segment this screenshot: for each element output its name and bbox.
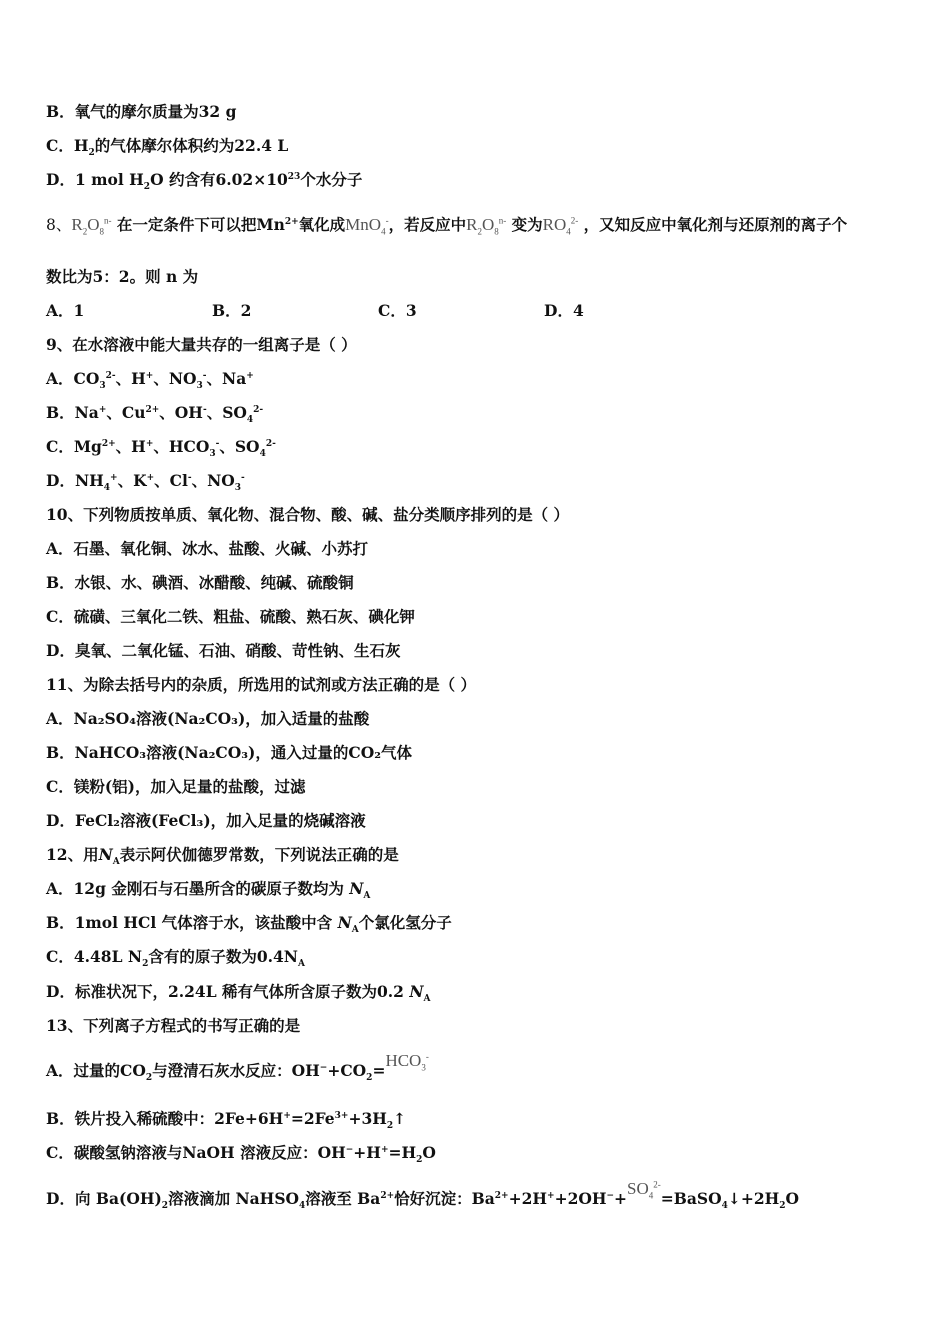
mno4-formula: MnO$_4$- xyxy=(345,215,389,237)
r2o8-formula: $R_2O_8^{n-}$ xyxy=(71,215,112,237)
q7-option-c: C．$H_2$的气体摩尔体积约为22.4 L xyxy=(46,136,289,159)
q12-option-d: D．标准状况下，2.24L 稀有气体所含原子数为0.2 $N_A$ xyxy=(46,982,431,1005)
q9-option-c: C．$Mg^{2+}$、H+、$HCO_3^-$、$SO_4^{2-}$ xyxy=(46,437,276,460)
q11-option-a: A．Na₂SO₄溶液(Na₂CO₃)，加入适量的盐酸 xyxy=(46,709,370,728)
q12-option-b: B．1mol HCl 气体溶于水，该盐酸中含 $N_A$个氯化氢分子 xyxy=(46,913,452,936)
q9-option-a: A．$CO_3^{2-}$、H+、$NO_3^-$、Na+ xyxy=(46,369,254,392)
q12-stem: 12、用$N_A$表示阿伏伽德罗常数，下列说法正确的是 xyxy=(46,845,399,868)
so4-formula: $SO_4^{2-}$ xyxy=(627,1179,661,1201)
q11-stem: 11、为除去括号内的杂质，所选用的试剂或方法正确的是（ ） xyxy=(46,675,476,694)
q11-option-d: D．FeCl₂溶液(FeCl₃)，加入足量的烧碱溶液 xyxy=(46,811,366,830)
q13-option-a: A．过量的$CO_2$与澄清石灰水反应：$OH^-+CO_2=HCO_3^-$ xyxy=(46,1051,429,1084)
q8-stem: 8、$R_2O_8^{n-}$ 在一定条件下可以把$Mn^{2+}$氧化成MnO$_4$-，若反应中$R_2O_8^{n-}$ 变为$RO_4^{2-}$ ，又知反应中氧化剂与还原剂的离子个 xyxy=(46,215,848,237)
q12-option-c: C．4.48L $N_2$含有的原子数为$0.4N_A$ xyxy=(46,947,305,970)
ro4-formula: $RO_4^{2-}$ xyxy=(542,215,579,237)
hco3-formula: $HCO_3^-$ xyxy=(385,1051,429,1073)
q13-option-d: D．向 $Ba(OH)_2$溶液滴加 NaHSO$_4$溶液至 $Ba^{2+}$恰好沉淀：$Ba^{2+}+2H^++2OH^-+SO_4^{2-}=BaSO_4↓+2H_2O$ xyxy=(46,1179,800,1212)
q9-option-b: B．Na+、$Cu^{2+}$、OH-、$SO_4^{2-}$ xyxy=(46,403,264,426)
q10-option-b: B．水银、水、碘酒、冰醋酸、纯碱、硫酸铜 xyxy=(46,573,354,592)
q8-options xyxy=(46,300,584,322)
q13-stem: 13、下列离子方程式的书写正确的是 xyxy=(46,1016,301,1035)
q8-option-d: D．4 xyxy=(544,301,584,320)
q7-option-d: D．1 mol $H_2O$ 约含有$6.02\times 10^{23}$个水分子 xyxy=(46,170,363,193)
q10-option-a: A．石墨、氧化铜、冰水、盐酸、火碱、小苏打 xyxy=(46,539,369,558)
q13-option-b: B．铁片投入稀硫酸中：$2Fe+6H^+=2Fe^{3+}+3H_2↑$ xyxy=(46,1109,407,1132)
q7-option-b: B．氧气的摩尔质量为32 g xyxy=(46,102,237,121)
q10-stem: 10、下列物质按单质、氧化物、混合物、酸、碱、盐分类顺序排列的是（ ） xyxy=(46,505,569,524)
q13-option-c: C．碳酸氢钠溶液与NaOH 溶液反应：$OH^-+H^+=H_2O$ xyxy=(46,1143,436,1166)
q8-option-b: B．2 xyxy=(212,301,252,320)
q9-option-d: D．$NH_4^+$、K+、Cl-、$NO_3^-$ xyxy=(46,471,245,494)
q9-stem: 9、在水溶液中能大量共存的一组离子是（ ） xyxy=(46,335,357,354)
q8-option-a: A．1 xyxy=(46,301,85,320)
q10-option-c: C．硫磺、三氧化二铁、粗盐、硫酸、熟石灰、碘化钾 xyxy=(46,607,415,626)
q12-option-a: A．12g 金刚石与石墨所含的碳原子数均为 $N_A$ xyxy=(46,879,371,902)
q10-option-d: D．臭氧、二氧化锰、石油、硝酸、苛性钠、生石灰 xyxy=(46,641,401,660)
r2o8-formula-2: $R_2O_8^{n-}$ xyxy=(466,215,507,237)
q11-option-c: C．镁粉(铝)，加入足量的盐酸，过滤 xyxy=(46,777,306,796)
q8-option-c: C．3 xyxy=(378,301,417,320)
q8-stem-cont: 数比为5：2。则 n 为 xyxy=(46,267,199,286)
q11-option-b: B．NaHCO₃溶液(Na₂CO₃)，通入过量的CO₂气体 xyxy=(46,743,413,762)
